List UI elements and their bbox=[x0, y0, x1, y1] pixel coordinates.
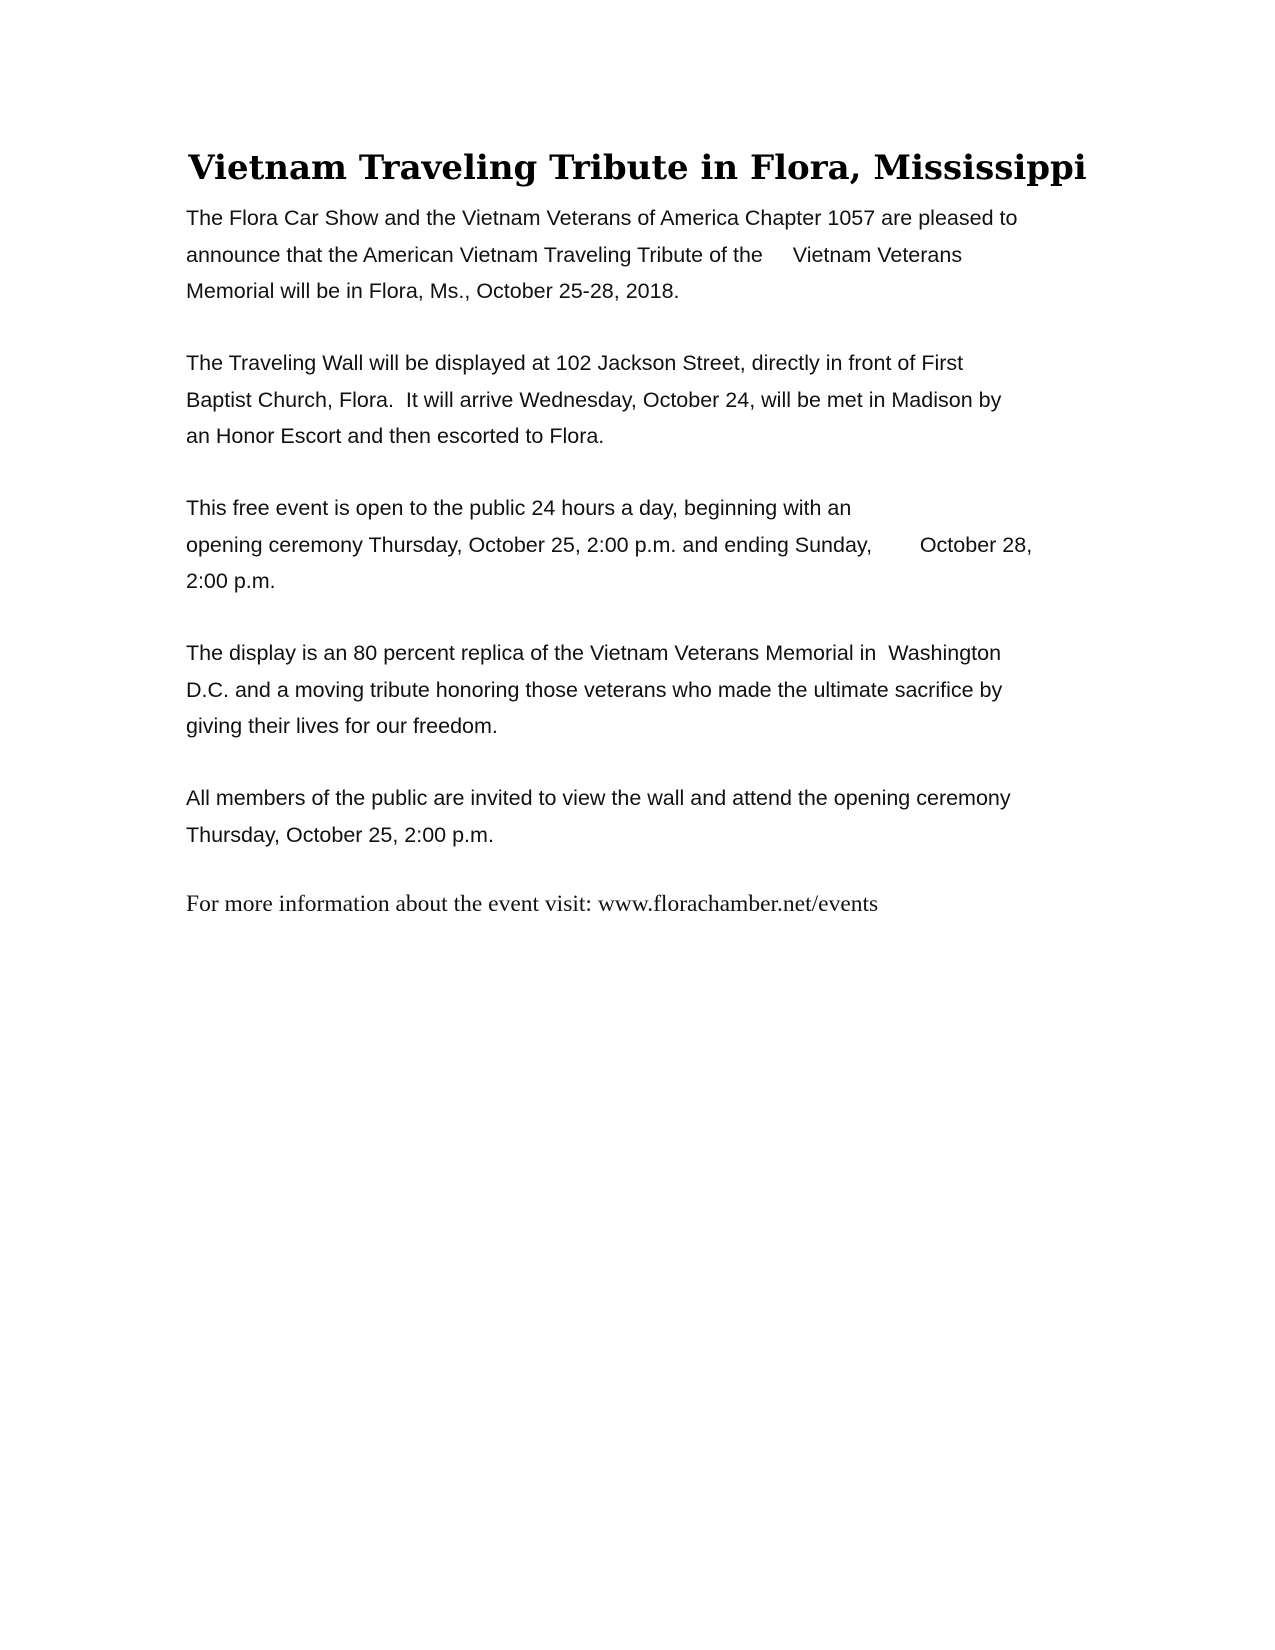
paragraph-line: 2:00 p.m. bbox=[186, 569, 276, 593]
paragraph-line: an Honor Escort and then escorted to Flora. bbox=[186, 424, 605, 448]
paragraph-line: This free event is open to the public 24 hours a day, beginning with an bbox=[186, 496, 852, 520]
paragraph-invitation bbox=[186, 780, 1011, 853]
paragraph-line: Memorial will be in Flora, Ms., October 25-28, 2018. bbox=[186, 279, 680, 303]
paragraph-line: Thursday, October 25, 2:00 p.m. bbox=[186, 822, 494, 847]
paragraph-schedule bbox=[186, 490, 1032, 600]
paragraph-description bbox=[186, 635, 1002, 745]
paragraph-line: The display is an 80 percent replica of the Vietnam Veterans Memorial in Washington bbox=[186, 641, 1002, 665]
paragraph-line: announce that the American Vietnam Traveling Tribute of the Vietnam Veterans bbox=[186, 242, 963, 267]
paragraph-line: giving their lives for our freedom. bbox=[186, 714, 498, 738]
more-info-text: For more information about the event visit: www.florachamber.net/events bbox=[186, 891, 879, 917]
paragraph-line: Baptist Church, Flora. It will arrive Wednesday, October 24, will be met in Madison by bbox=[186, 387, 1002, 412]
paragraph-line: All members of the public are invited to view the wall and attend the opening ceremony bbox=[186, 786, 1011, 810]
paragraph-line: D.C. and a moving tribute honoring those veterans who made the ultimate sacrifice by bbox=[186, 677, 1003, 702]
paragraph-line: The Traveling Wall will be displayed at 102 Jackson Street, directly in front of First bbox=[186, 351, 964, 375]
paragraph-line: The Flora Car Show and the Vietnam Veterans of America Chapter 1057 are pleased to bbox=[186, 206, 1018, 230]
document-title: Vietnam Traveling Tribute in Flora, Mississippi bbox=[188, 148, 1087, 188]
paragraph-line: opening ceremony Thursday, October 25, 2:00 p.m. and ending Sunday, October 28, bbox=[186, 532, 1033, 557]
paragraph-announcement bbox=[186, 200, 1017, 310]
paragraph-location bbox=[186, 345, 1001, 455]
